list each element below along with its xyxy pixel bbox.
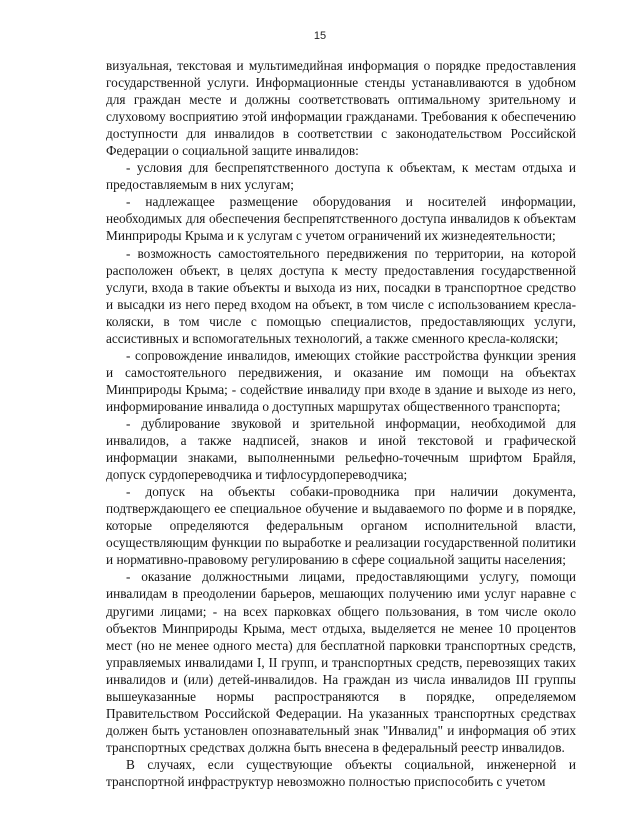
paragraph-guide-dog-admission: - допуск на объекты собаки-проводника при наличии документа, подтверждающего ее специальное обучение и выдаваемого по форме и в порядке, которые определяются федеральным органом исполнительной власти, осуществляющим функции по выработке и реализации государственной политики и нормативно-правовому регулированию в сфере социальной защиты населения; — [106, 484, 576, 568]
paragraph-equipment-placement: - надлежащее размещение оборудования и носителей информации, необходимых для обеспечения беспрепятственного доступа инвалидов к объектам Минприроды Крыма и к услугам с учетом ограничений их жизнедеятельности; — [106, 194, 576, 244]
paragraph-independent-movement: - возможность самостоятельного передвижения по территории, на которой расположен объект, в целях доступа к месту предоставления государственной услуги, входа в такие объекты и выхода из них, посадки в транспортное средство и высадки из него перед входом на объект, в том числе с использованием кресла-коляски, в том числе с помощью специалистов, предоставляющих услуги, ассистивных и вспомогательных технологий, а также сменного кресла-коляски; — [106, 245, 576, 346]
document-body — [106, 57, 576, 790]
paragraph-access-conditions: - условия для беспрепятственного доступа к объектам, к местам отдыха и предоставляемым в них услугам; — [106, 160, 576, 193]
paragraph-escort-assistance: - сопровождение инвалидов, имеющих стойкие расстройства функции зрения и самостоятельного передвижения, и оказание им помощи на объектах Минприроды Крыма; - содействие инвалиду при входе в здание и выходе из него, информирование инвалида о доступных маршрутах общественного транспорта; — [106, 347, 576, 414]
paragraph-infrastructure-cases: В случаях, если существующие объекты социальной, инженерной и транспортной инфраструктур невозможно полностью приспособить с учетом — [106, 756, 576, 789]
paragraph-information-duplication: - дублирование звуковой и зрительной информации, необходимой для инвалидов, а также надписей, знаков и иной текстовой и графической информации знаками, выполненными рельефно-точечным шрифтом Брайля, допуск сурдопереводчика и тифлосурдопереводчика; — [106, 415, 576, 483]
paragraph-intro: визуальная, текстовая и мультимедийная информация о порядке предоставления государственной услуги. Информационные стенды устанавливаются в удобном для граждан месте и должны соответствовать оптимальному зрительному и слуховому восприятию этой информации гражданами. Требования к обеспечению доступности для инвалидов в соответствии с законодательством Российской Федерации о социальной защите инвалидов: — [106, 58, 576, 159]
paragraph-staff-help-parking: - оказание должностными лицами, предоставляющими услугу, помощи инвалидам в преодолении барьеров, мешающих получению ими услуг наравне с другими лицами; - на всех парковках общего пользования, в том числе около объектов Минприроды Крыма, мест отдыха, выделяется не менее 10 процентов мест (но не менее одного места) для бесплатной парковки транспортных средств, управляемых инвалидами I, II групп, и транспортных средств, перевозящих таких инвалидов и (или) детей-инвалидов. На граждан из числа инвалидов III группы вышеуказанные нормы распространяются в порядке, определяемом Правительством Российской Федерации. На указанных транспортных средствах должен быть установлен опознавательный знак "Инвалид" и информация об этих транспортных средствах должна быть внесена в федеральный реестр инвалидов. — [106, 569, 576, 755]
page-number: 15 — [313, 30, 327, 42]
